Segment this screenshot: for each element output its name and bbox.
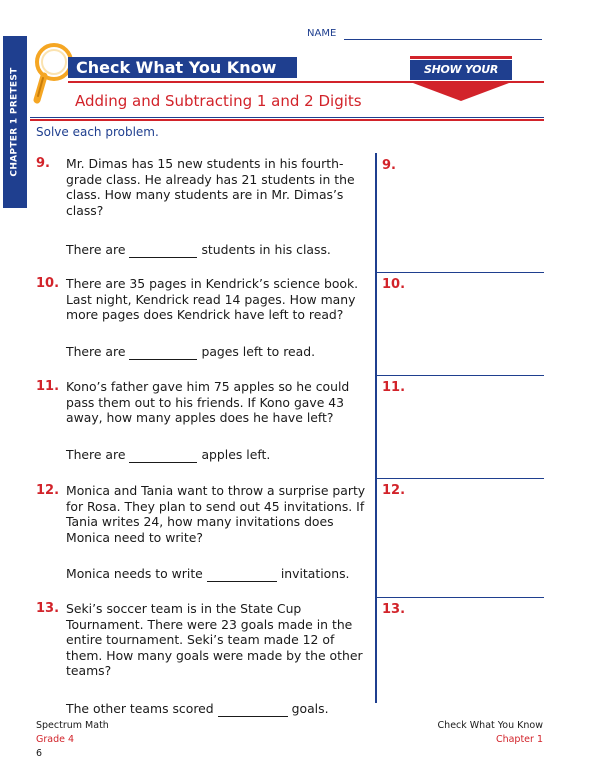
problem-text: Seki’s soccer team is in the State Cup Tournament. There were 23 goals made in the entire tournament. Seki’s team made 12 of them. How many goals were made by the other teams? (66, 601, 363, 678)
work-area-separator (376, 478, 544, 479)
work-area-number: 13. (382, 602, 406, 617)
instructions: Solve each problem. (36, 125, 159, 139)
problem-text: Monica and Tania want to throw a surprise party for Rosa. They plan to send out 45 invitations. If Tania writes 24, how many invitations does Monica need to write? (66, 483, 366, 545)
problem-text: Mr. Dimas has 15 new students in his fourth-grade class. He already has 21 students in the class. How many students are in Mr. Dimas’s class? (66, 156, 355, 218)
answer-suffix: goals. (291, 701, 329, 716)
footer-publisher: Spectrum Math (36, 720, 109, 731)
answer-blank[interactable] (218, 701, 288, 717)
answer-prefix: There are (66, 344, 126, 359)
work-area-separator (376, 375, 544, 376)
answer-line (66, 701, 329, 717)
answer-suffix: students in his class. (201, 242, 331, 257)
answer-line (66, 242, 331, 258)
page-subtitle: Adding and Subtracting 1 and 2 Digits (75, 92, 362, 110)
footer-chapter: Chapter 1 (495, 734, 543, 745)
show-your-work-arrow-icon (413, 83, 509, 101)
work-area-number: 9. (382, 158, 396, 173)
answer-suffix: apples left. (201, 447, 271, 462)
work-area-number: 10. (382, 277, 406, 292)
answer-blank[interactable] (129, 447, 197, 463)
answer-line (66, 566, 349, 582)
answer-suffix: invitations. (280, 566, 350, 581)
answer-prefix: The other teams scored (66, 701, 214, 716)
answer-suffix: pages left to read. (201, 344, 316, 359)
answer-blank[interactable] (129, 242, 197, 258)
chapter-side-tab-label: CHAPTER 1 PRETEST (10, 67, 21, 177)
name-label: NAME (307, 28, 337, 39)
problem-text: There are 35 pages in Kendrick’s science book. Last night, Kendrick read 14 pages. How many more pages does Kendrick have left to read? (66, 276, 359, 322)
answer-prefix: Monica needs to write (66, 566, 203, 581)
work-area-number: 11. (382, 380, 406, 395)
problem-text: Kono’s father gave him 75 apples so he could pass them out to his friends. If Kono gave 43 away, how many apples does he have left? (66, 379, 350, 425)
subtitle-divider-blue (30, 117, 544, 118)
work-area-separator (376, 272, 544, 273)
show-your-work-strip (410, 56, 512, 59)
problem-number: 13. (36, 601, 60, 616)
problem-number: 10. (36, 276, 60, 291)
work-area-number: 12. (382, 483, 406, 498)
footer-page-number: 6 (36, 748, 43, 759)
work-area-divider (375, 153, 377, 703)
problem-number: 9. (36, 156, 50, 171)
answer-line (66, 447, 270, 463)
name-field-line[interactable] (344, 39, 542, 40)
chapter-side-tab (3, 36, 27, 208)
footer-grade: Grade 4 (36, 734, 75, 745)
work-area-separator (376, 597, 544, 598)
footer-section: Check What You Know (437, 720, 543, 731)
answer-prefix: There are (66, 242, 126, 257)
problem-number: 12. (36, 483, 60, 498)
answer-line (66, 344, 315, 360)
answer-prefix: There are (66, 447, 126, 462)
show-your-work-banner: SHOW YOUR WORK (410, 60, 512, 80)
problem-number: 11. (36, 379, 60, 394)
page-title: Check What You Know (68, 57, 297, 78)
subtitle-divider-red (30, 119, 544, 121)
answer-blank[interactable] (129, 344, 197, 360)
answer-blank[interactable] (207, 566, 277, 582)
